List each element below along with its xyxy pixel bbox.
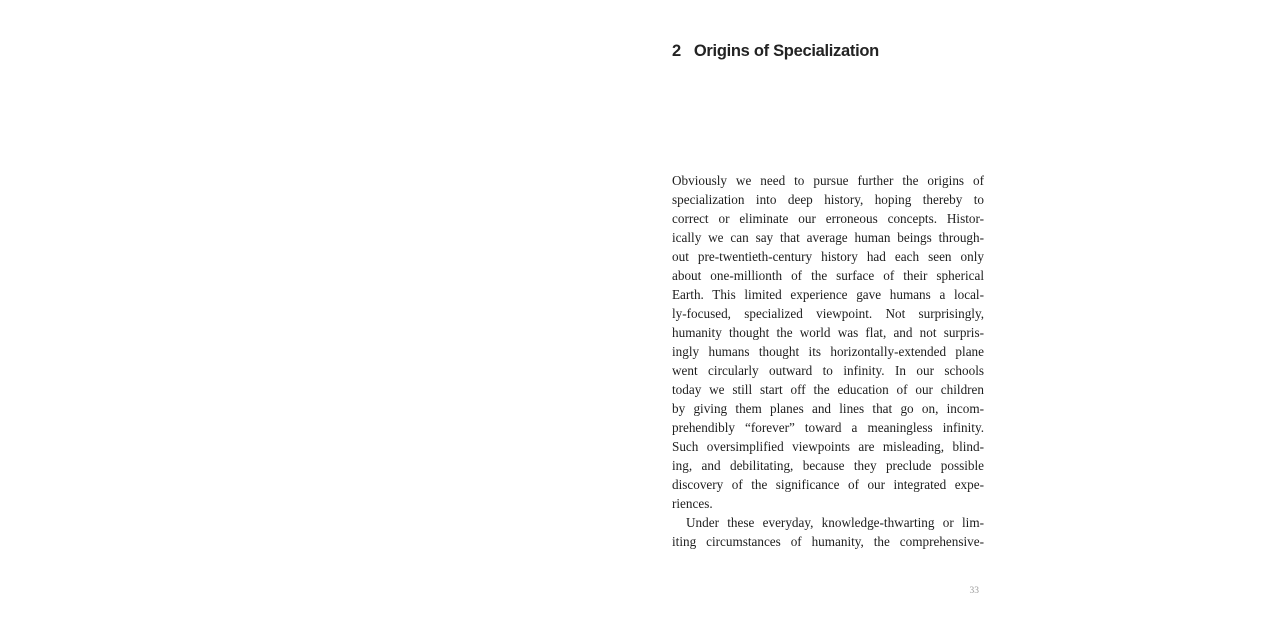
text-line: Earth. This limited experience gave humans a local- (672, 287, 984, 302)
chapter-heading (672, 42, 879, 61)
text-line: today we still start off the education of our children (672, 382, 984, 397)
page-title: Origins of Specialization (693, 42, 879, 60)
text-line: ically we can say that average human beings through- (672, 230, 984, 245)
text-line: went circularly outward to infinity. In our schools (672, 363, 984, 378)
text-line: ly-focused, specialized viewpoint. Not surprisingly, (672, 306, 984, 321)
text-line: Such oversimplified viewpoints are misleading, blind- (672, 439, 984, 454)
text-line: about one-millionth of the surface of their spherical (672, 268, 984, 283)
text-line: Obviously we need to pursue further the origins of (672, 173, 984, 188)
text-line: by giving them planes and lines that go on, incom- (672, 401, 984, 416)
text-line: humanity thought the world was flat, and not surpris- (672, 325, 984, 340)
text-line: discovery of the significance of our integrated expe- (672, 477, 984, 492)
body-text (672, 171, 984, 551)
text-line: out pre-twentieth-century history had each seen only (672, 249, 984, 264)
paragraph (672, 171, 984, 513)
text-line: riences. (672, 496, 713, 511)
text-line: iting circumstances of humanity, the comprehensive- (672, 534, 984, 549)
text-line: ingly humans thought its horizontally-extended plane (672, 344, 984, 359)
chapter-number: 2 (672, 42, 681, 60)
text-line: correct or eliminate our erroneous concepts. Histor- (672, 211, 984, 226)
page-number: 33 (969, 586, 979, 596)
text-line: prehendibly “forever” toward a meaningless infinity. (672, 420, 984, 435)
text-line: specialization into deep history, hoping thereby to (672, 192, 984, 207)
text-line: ing, and debilitating, because they preclude possible (672, 458, 984, 473)
text-line: Under these everyday, knowledge-thwarting or lim- (686, 515, 984, 530)
paragraph (672, 513, 984, 551)
